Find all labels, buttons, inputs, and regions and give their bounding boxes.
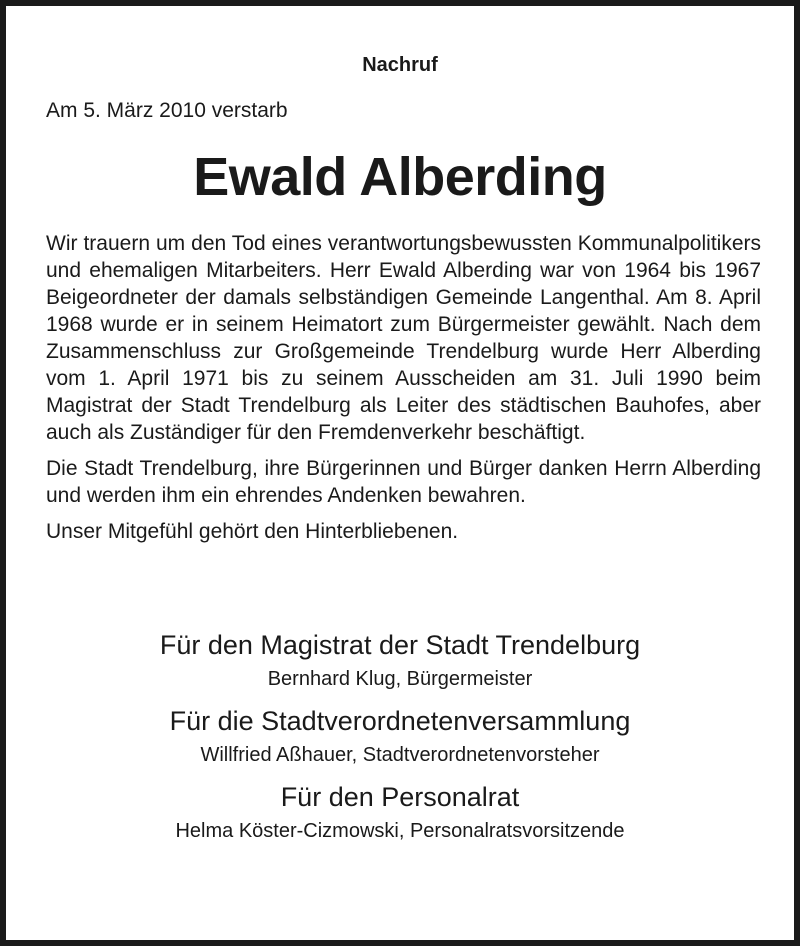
- signature-stadtverordnetenversammlung: [6, 702, 794, 770]
- signature-person: Willfried Aßhauer, Stadtverordnetenvorsteher: [200, 744, 600, 766]
- obituary-paragraph: Wir trauern um den Tod eines verantwortungsbewussten Kommunalpolitikers und ehemaligen Mitarbeiters. Herr Ewald Alberding war von 1964 bis 1967 Beigeordneter der damals selbständigen Gemeinde Langenthal. Am 8. April 1968 wurde er in seinem Heimatort zum Bürgermeister gewählt. Nach dem Zusammenschluss zur Großgemeinde Trendelburg wurde Herr Alberding vom 1. April 1971 bis zu seinem Ausscheiden am 31. Juli 1990 beim Magistrat der Stadt Trendelburg als Leiter des städtischen Bauhofes, aber auch als Zuständiger für den Fremdenverkehr beschäftigt.: [46, 232, 761, 444]
- signature-title: Für den Magistrat der Stadt Trendelburg: [159, 630, 641, 660]
- signature-block: [6, 626, 794, 854]
- signature-title: Für die Stadtverordnetenversammlung: [169, 706, 631, 736]
- notice-heading: Nachruf: [362, 54, 438, 76]
- obituary-paragraph: Unser Mitgefühl gehört den Hinterbliebenen.: [46, 520, 459, 543]
- deceased-name: Ewald Alberding: [193, 147, 607, 207]
- signature-magistrat: [6, 626, 794, 694]
- signature-title: Für den Personalrat: [280, 782, 520, 812]
- signature-person: Bernhard Klug, Bürgermeister: [267, 668, 533, 690]
- signature-personalrat: [6, 778, 794, 846]
- death-date-intro: Am 5. März 2010 verstarb: [46, 99, 288, 122]
- obituary-body: [46, 230, 761, 554]
- signature-person: Helma Köster-Cizmowski, Personalratsvorsitzende: [175, 820, 625, 842]
- obituary-paragraph: Die Stadt Trendelburg, ihre Bürgerinnen und Bürger danken Herrn Alberding und werden ihm ein ehrendes Andenken bewahren.: [46, 457, 761, 507]
